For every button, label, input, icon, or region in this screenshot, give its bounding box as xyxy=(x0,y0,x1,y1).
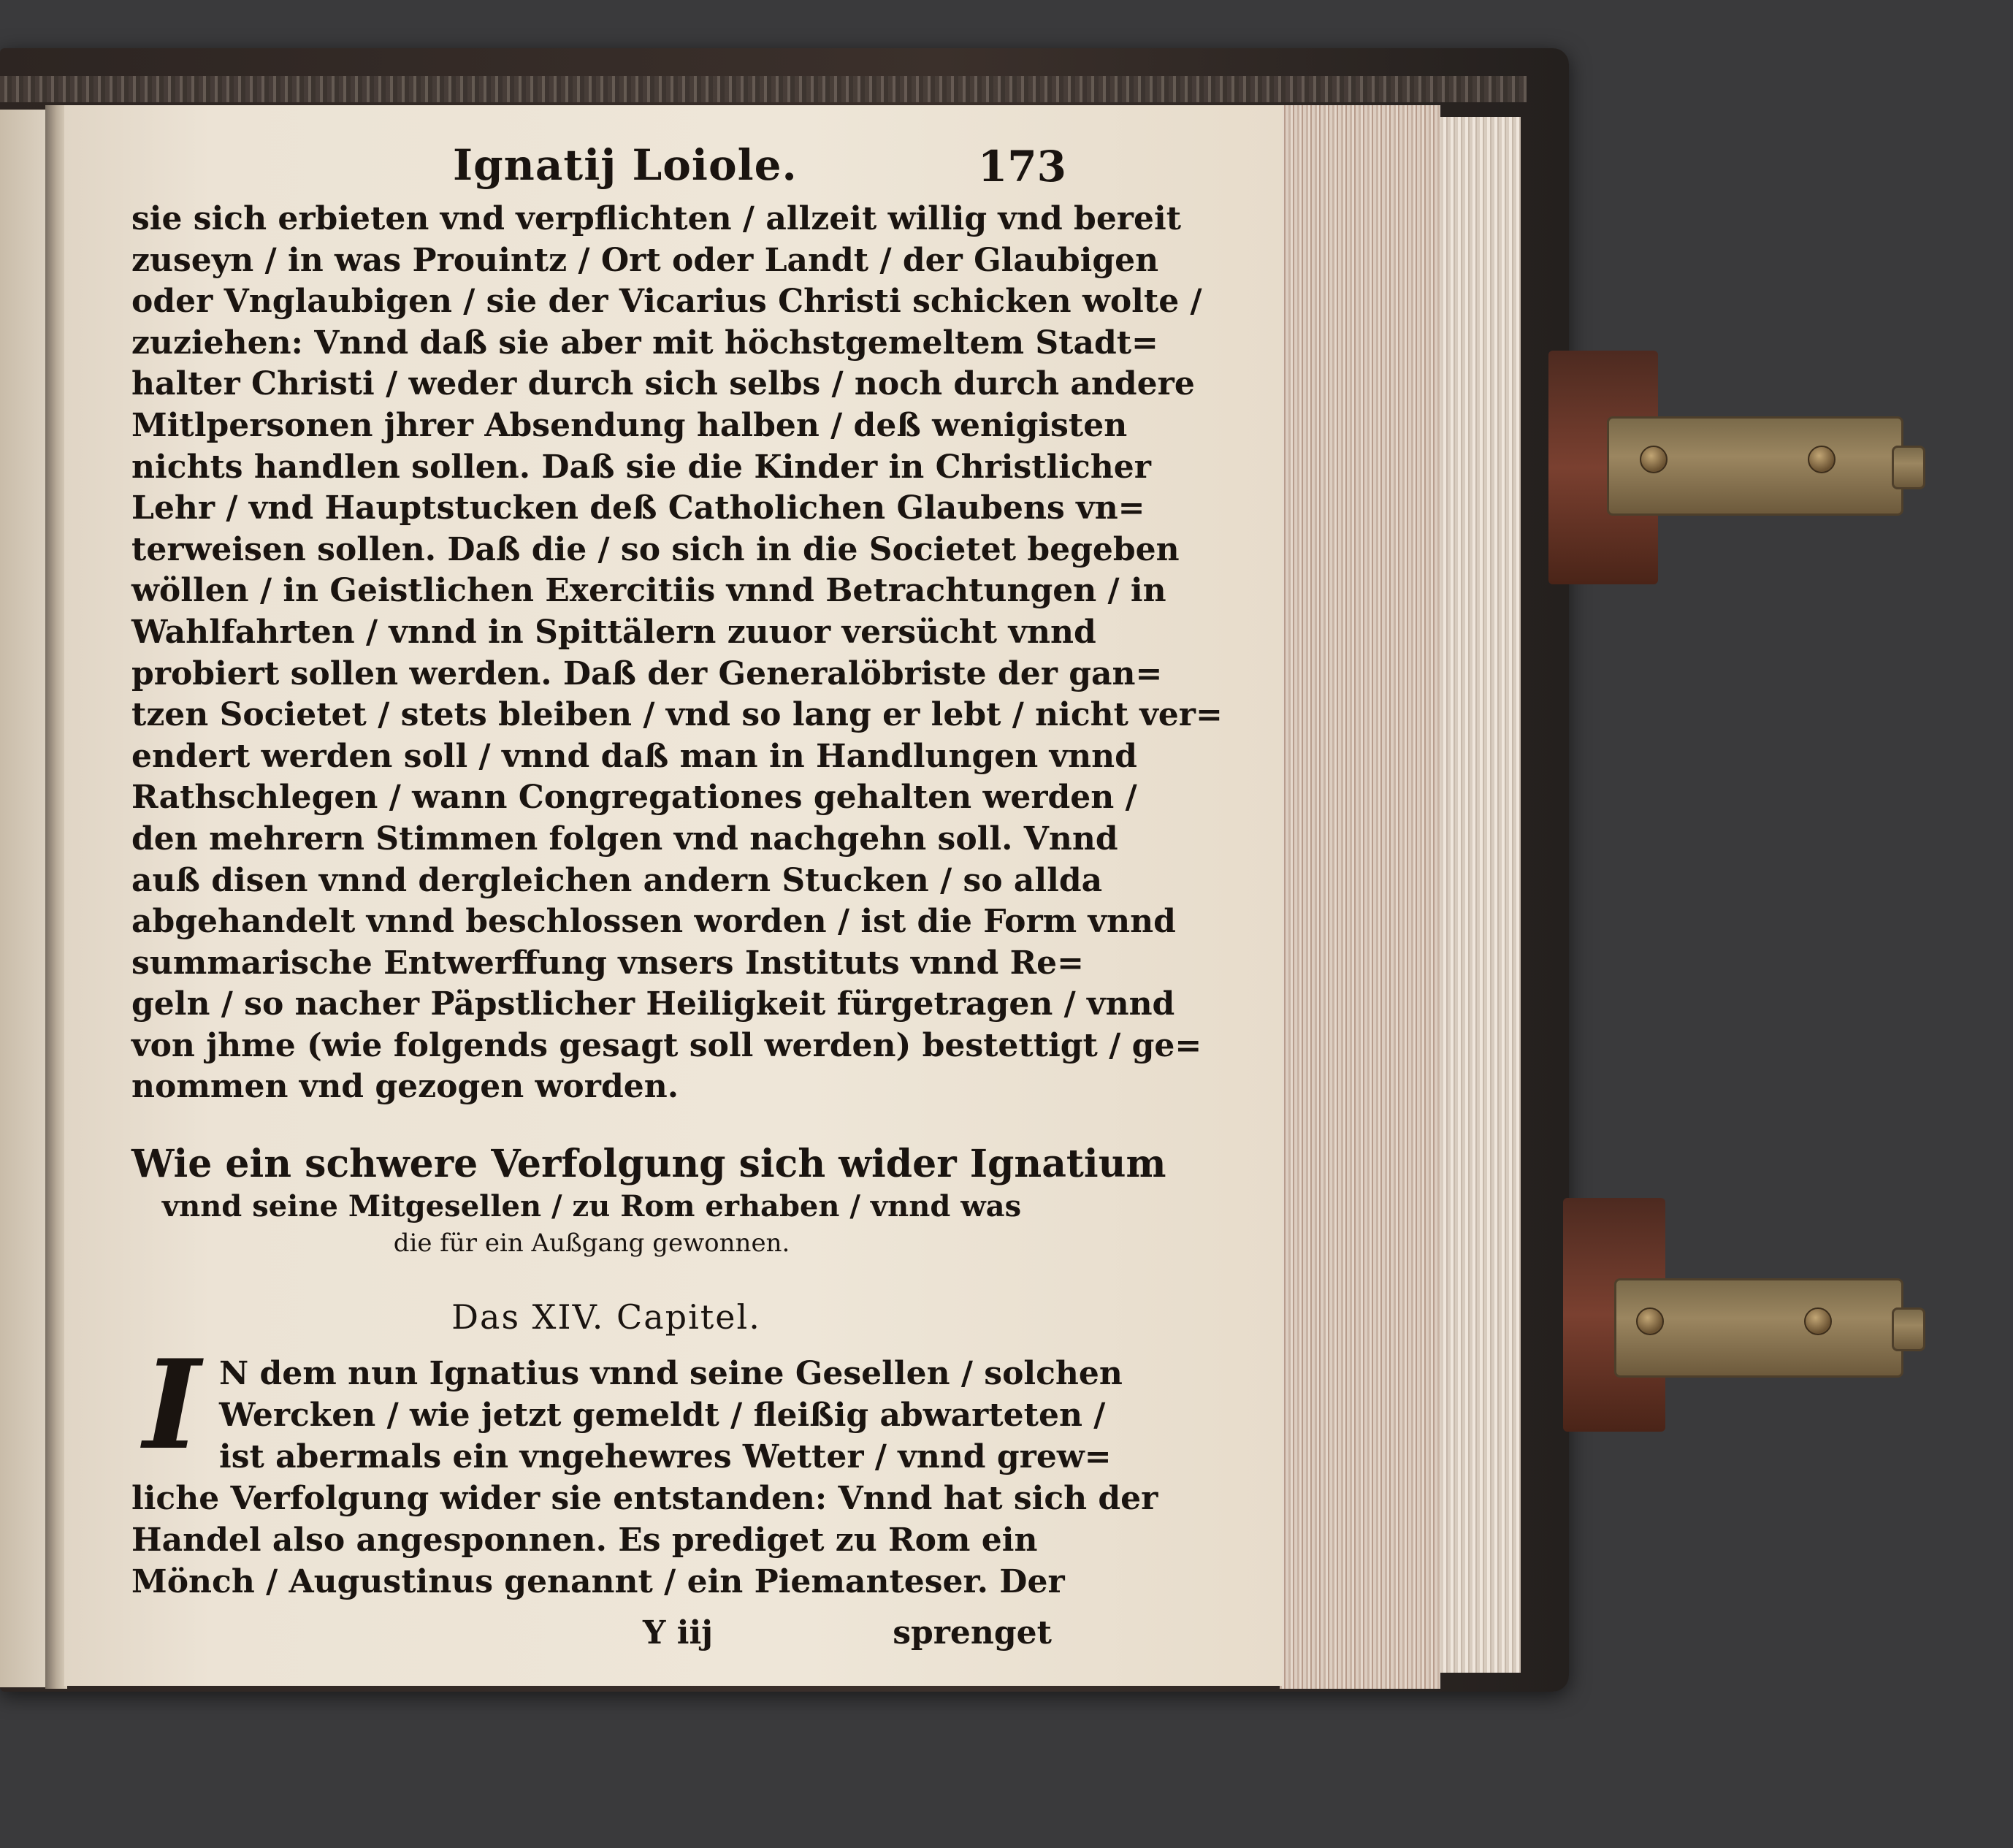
text-line: Lehr / vnd Hauptstucken deß Catholichen Glaubens vn= xyxy=(131,489,1145,527)
text-line: Mitlpersonen jhrer Absendung halben / deß wenigisten xyxy=(131,406,1128,444)
section-heading xyxy=(131,1141,1166,1261)
text-line: terweisen sollen. Daß die / so sich in die Societet begeben xyxy=(131,530,1180,568)
running-head: Ignatij Loiole. xyxy=(453,140,798,190)
text-line: halter Christi / weder durch sich selbs / noch durch andere xyxy=(131,365,1195,403)
catchword: sprenget xyxy=(893,1614,1052,1652)
upper-clasp xyxy=(1548,343,1928,592)
text-line: Mönch / Augustinus genannt / ein Piemanteser. Der xyxy=(131,1563,1065,1600)
page-number: 173 xyxy=(977,142,1066,191)
text-line: endert werden soll / vnnd daß man in Handlungen vnnd xyxy=(131,737,1137,775)
text-line: sie sich erbieten vnd verpflichten / allzeit willig vnd bereit xyxy=(131,200,1182,237)
drop-cap: I xyxy=(143,1332,201,1477)
heading-line: Wie ein schwere Verfolgung sich wider Ignatium xyxy=(131,1142,1166,1186)
upper-clasp-hook xyxy=(1892,446,1925,489)
signature-mark: Y iij xyxy=(643,1614,714,1652)
text-line: zuseyn / in was Prouintz / Ort oder Landt / der Glaubigen xyxy=(131,241,1159,279)
text-line: Wercken / wie jetzt gemeldt / fleißig abwarteten / xyxy=(219,1397,1106,1434)
upper-clasp-rivet xyxy=(1640,446,1668,473)
text-line: Handel also angesponnen. Es prediget zu Rom ein xyxy=(131,1521,1038,1559)
text-line: geln / so nacher Päpstlicher Heiligkeit fürgetragen / vnnd xyxy=(131,985,1175,1023)
text-line: tzen Societet / stets bleiben / vnd so lang er lebt / nicht ver= xyxy=(131,696,1223,734)
lower-clasp-hook xyxy=(1892,1307,1925,1351)
text-line: abgehandelt vnnd beschlossen worden / ist die Form vnnd xyxy=(131,903,1176,941)
lower-clasp-rivet xyxy=(1636,1307,1664,1335)
page-header xyxy=(131,140,1066,199)
text-line: ist abermals ein vngehewres Wetter / vnnd grew= xyxy=(219,1438,1112,1475)
book-spine-edge xyxy=(0,76,1527,102)
text-line: von jhme (wie folgends gesagt soll werden) bestettigt / ge= xyxy=(131,1026,1202,1064)
text-line: liche Verfolgung wider sie entstanden: Vnnd hat sich der xyxy=(131,1480,1158,1517)
text-line: Wahlfahrten / vnnd in Spittälern zuuor versücht vnnd xyxy=(131,613,1096,651)
body-text xyxy=(131,199,1223,1108)
chapter-text xyxy=(131,1353,1158,1603)
lower-clasp-rivet xyxy=(1804,1307,1832,1335)
text-line: summarische Entwerffung vnsers Instituts vnnd Re= xyxy=(131,944,1084,982)
text-line: nichts handlen sollen. Daß sie die Kinder in Christlicher xyxy=(131,448,1151,486)
text-line: Rathschlegen / wann Congregationes gehalten werden / xyxy=(131,779,1137,817)
page-footer xyxy=(131,1614,1052,1658)
text-line: zuziehen: Vnnd daß sie aber mit höchstgemeltem Stadt= xyxy=(131,324,1158,362)
text-line: den mehrern Stimmen folgen vnd nachgehn soll. Vnnd xyxy=(131,820,1118,858)
text-line: probiert sollen werden. Daß der Generalöbriste der gan= xyxy=(131,654,1163,692)
text-line: wöllen / in Geistlichen Exercitiis vnnd Betrachtungen / in xyxy=(131,572,1166,610)
text-line: oder Vnglaubigen / sie der Vicarius Christi schicken wolte / xyxy=(131,283,1202,321)
heading-line: vnnd seine Mitgesellen / zu Rom erhaben / vnnd was xyxy=(161,1189,1022,1223)
left-page-edge xyxy=(0,110,51,1687)
chapter-title: Das XIV. Capitel. xyxy=(451,1297,761,1337)
text-line: nommen vnd gezogen worden. xyxy=(131,1068,679,1106)
heading-line: die für ein Außgang gewonnen. xyxy=(393,1229,790,1258)
text-line: auß disen vnnd dergleichen andern Stucken / so allda xyxy=(131,861,1103,899)
upper-clasp-rivet xyxy=(1808,446,1836,473)
text-line: N dem nun Ignatius vnnd seine Gesellen / solchen xyxy=(219,1355,1123,1392)
page-fore-edge xyxy=(1280,105,1440,1689)
lower-clasp xyxy=(1563,1198,1943,1439)
page-fore-edge-inner xyxy=(1440,117,1521,1673)
